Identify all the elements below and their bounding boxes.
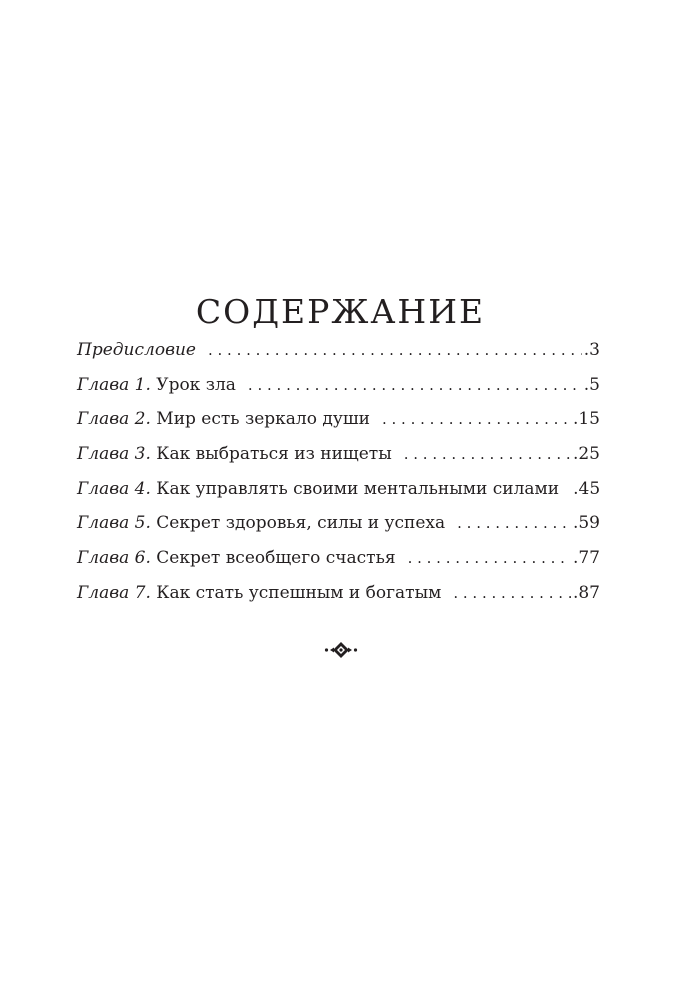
toc-page-number: .3 xyxy=(583,340,600,360)
toc-entry-name: Как выбраться из нищеты xyxy=(156,444,392,465)
toc-entry-preface[interactable] xyxy=(77,340,600,375)
toc-label xyxy=(77,583,441,603)
toc-label xyxy=(77,340,196,360)
toc-page-number: .45 xyxy=(573,478,601,499)
toc-list xyxy=(77,340,600,618)
toc-entry-chapter-6[interactable] xyxy=(77,548,600,583)
leader-dots xyxy=(453,584,571,602)
toc-entry-name: Как управлять своими ментальными силами xyxy=(156,478,560,499)
leader-dots xyxy=(382,410,571,428)
toc-entry-prefix: Глава 3. xyxy=(77,444,151,465)
toc-entry-name: Секрет всеобщего счастья xyxy=(156,548,396,569)
toc-entry-prefix: Глава 5. xyxy=(77,513,151,534)
toc-label xyxy=(77,479,559,499)
toc-page-number: .87 xyxy=(572,582,600,603)
leader-dots xyxy=(208,341,582,359)
toc-entry-chapter-2[interactable] xyxy=(77,409,600,444)
toc-entry-prefix: Глава 1. xyxy=(77,374,151,395)
toc-entry-chapter-5[interactable] xyxy=(77,513,600,548)
toc-page-number: .59 xyxy=(572,513,600,534)
toc-page-number: .25 xyxy=(572,444,600,465)
toc-label xyxy=(77,409,370,429)
toc-entry-chapter-1[interactable] xyxy=(77,375,600,410)
toc-entry-prefix: Глава 7. xyxy=(77,582,151,603)
toc-entry-name: Как стать успешным и богатым xyxy=(156,582,442,603)
toc-entry-chapter-7[interactable] xyxy=(77,583,600,618)
toc-label xyxy=(77,444,392,464)
page-title: СОДЕРЖАНИЕ xyxy=(195,292,486,332)
toc-page-number: .15 xyxy=(572,409,600,430)
toc-label xyxy=(77,513,445,533)
diamond-ornament-icon xyxy=(324,640,358,660)
toc-entry-name: Секрет здоровья, силы и успеха xyxy=(156,513,446,534)
toc-entry-name: Мир есть зеркало души xyxy=(156,409,370,430)
leader-dots xyxy=(408,549,571,567)
toc-entry-prefix: Предисловие xyxy=(77,340,196,360)
toc-page-number: .77 xyxy=(572,548,600,569)
toc-page-number: .5 xyxy=(583,374,600,395)
toc-label xyxy=(77,548,396,568)
toc-entry-name: Урок зла xyxy=(156,374,236,395)
toc-entry-chapter-3[interactable] xyxy=(77,444,600,479)
toc-entry-prefix: Глава 4. xyxy=(77,478,151,499)
toc-entry-prefix: Глава 2. xyxy=(77,409,151,430)
toc-label xyxy=(77,375,236,395)
leader-dots xyxy=(248,376,582,394)
toc-entry-chapter-4[interactable] xyxy=(77,479,600,514)
leader-dots xyxy=(404,445,571,463)
leader-dots xyxy=(457,514,571,532)
toc-entry-prefix: Глава 6. xyxy=(77,548,151,569)
